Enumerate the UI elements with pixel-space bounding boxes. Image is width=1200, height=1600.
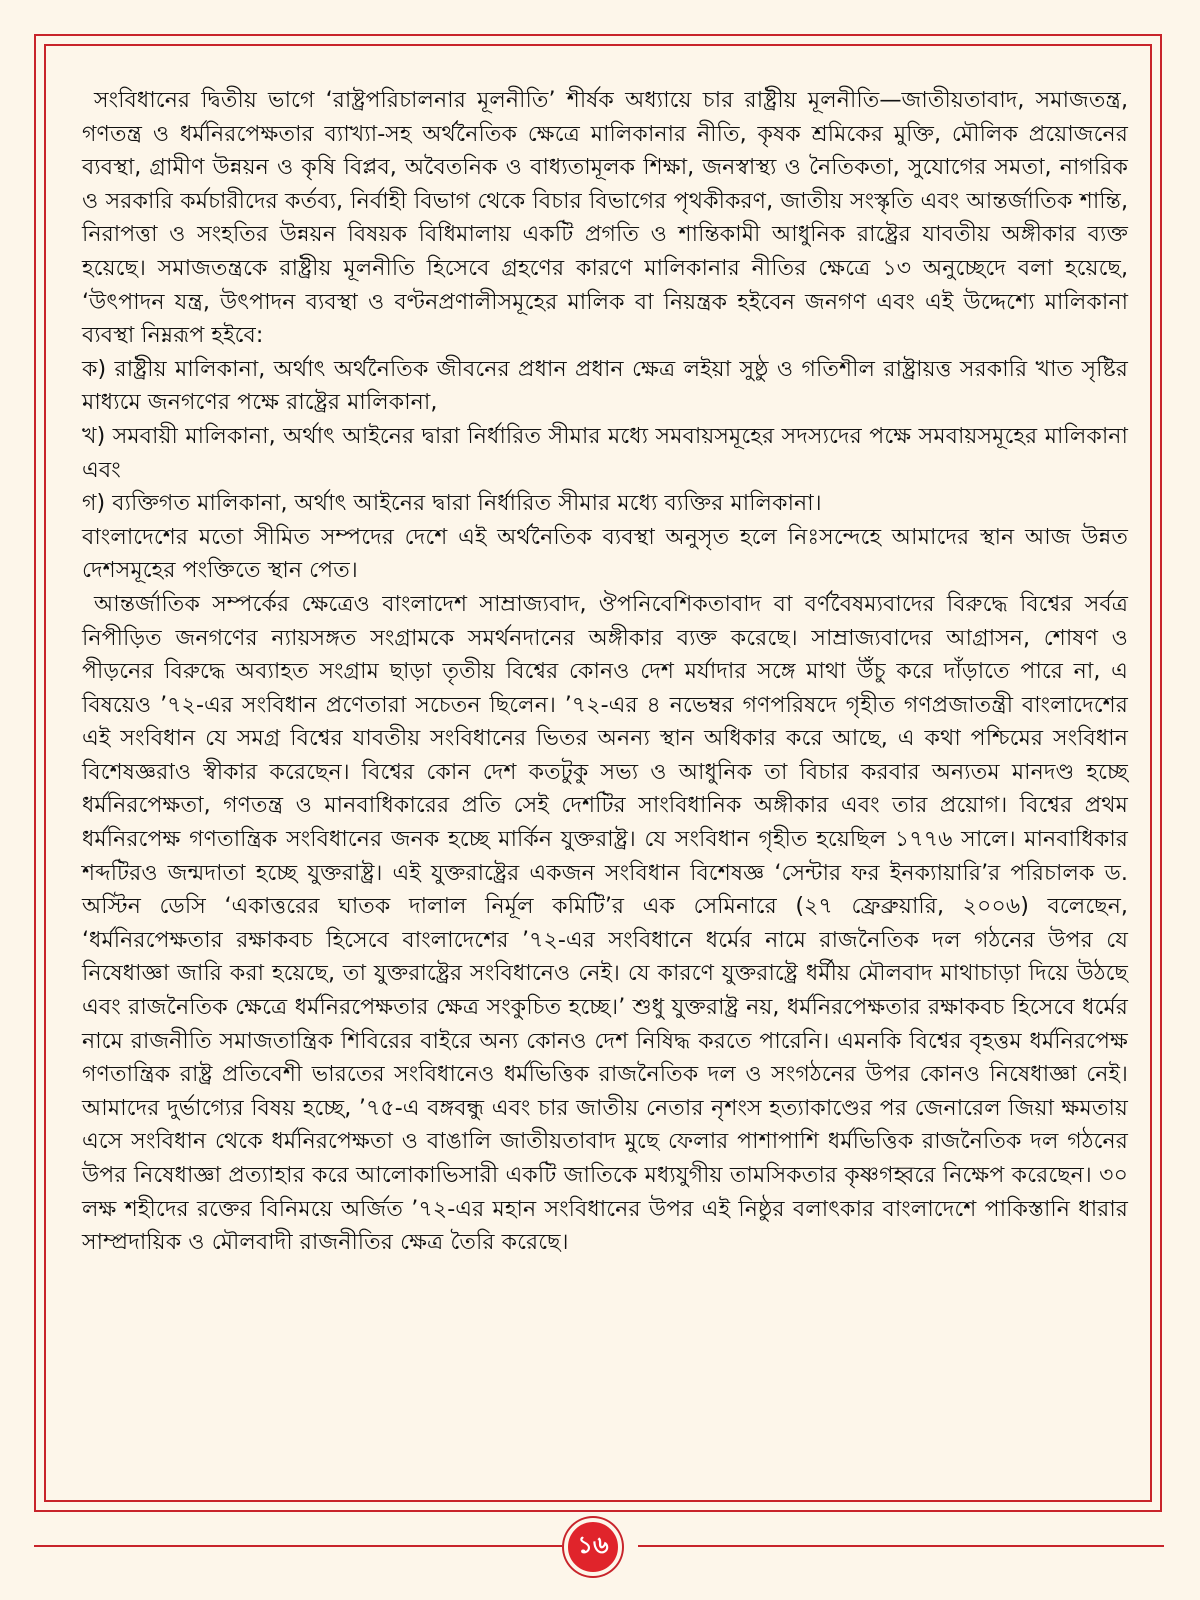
footer-rule-right bbox=[638, 1545, 1164, 1547]
paragraph: আন্তর্জাতিক সম্পর্কের ক্ষেত্রেও বাংলাদেশ সাম্রাজ্যবাদ, ঔপনিবেশিকতাবাদ বা বর্ণবৈষম্যবাদের বিরুদ্ধে বিশ্বের সর্বত্র নিপীড়িত জনগণের ন্যায়সঙ্গত সংগ্রামকে সমর্থনদানের অঙ্গীকার ব্যক্ত করেছে। সাম্রাজ্যবাদের আগ্রাসন, শোষণ ও পীড়নের বিরুদ্ধে অব্যাহত সংগ্রাম ছাড়া তৃতীয় বিশ্বের কোনও দেশ মর্যাদার সঙ্গে মাথা উঁচু করে দাঁড়াতে পারে না, এ বিষয়েও ’৭২-এর সংবিধান প্রণেতারা সচেতন ছিলেন। ’৭২-এর ৪ নভেম্বর গণপরিষদে গৃহীত গণপ্রজাতন্ত্রী বাংলাদেশের এই সংবিধান যে সমগ্র বিশ্বের যাবতীয় সংবিধানের ভিতর অনন্য স্থান অধিকার করে আছে, এ কথা পশ্চিমের সংবিধান বিশেষজ্ঞরাও স্বীকার করেছেন। বিশ্বের কোন দেশ কতটুকু সভ্য ও আধুনিক তা বিচার করবার অন্যতম মানদণ্ড হচ্ছে ধর্মনিরপেক্ষতা, গণতন্ত্র ও মানবাধিকারের প্রতি সেই দেশটির সাংবিধানিক অঙ্গীকার এবং তার প্রয়োগ। বিশ্বের প্রথম ধর্মনিরপেক্ষ গণতান্ত্রিক সংবিধানের জনক হচ্ছে মার্কিন যুক্তরাষ্ট্র। যে সংবিধান গৃহীত হয়েছিল ১৭৭৬ সালে। মানবাধিকার শব্দটিরও জন্মদাতা হচ্ছে যুক্তরাষ্ট্র। এই যুক্তরাষ্ট্রের একজন সংবিধান বিশেষজ্ঞ ‘সেন্টার ফর ইনক্যায়ারি’র পরিচালক ড. অস্টিন ডেসি ‘একাত্তরের ঘাতক দালাল নির্মূল কমিটি’র এক সেমিনারে (২৭ ফ্রেব্রুয়ারি, ২০০৬) বলেছেন, ‘ধর্মনিরপেক্ষতার রক্ষাকবচ হিসেবে বাংলাদেশের ’৭২-এর সংবিধানে ধর্মের নামে রাজনৈতিক দল গঠনের উপর যে নিষেধাজ্ঞা জারি করা হয়েছে, তা যুক্তরাষ্ট্রের সংবিধানেও নেই। যে কারণে যুক্তরাষ্ট্রে ধর্মীয় মৌলবাদ মাথাচাড়া দিয়ে উঠছে এবং রাজনৈতিক ক্ষেত্রে ধর্মনিরপেক্ষতার ক্ষেত্র সংকুচিত হচ্ছে।’ শুধু যুক্তরাষ্ট্র নয়, ধর্মনিরপেক্ষতার রক্ষাকবচ হিসেবে ধর্মের নামে রাজনীতি সমাজতান্ত্রিক শিবিরের বাইরে অন্য কোনও দেশ নিষিদ্ধ করতে পারেনি। এমনকি বিশ্বের বৃহত্তম ধর্মনিরপেক্ষ গণতান্ত্রিক রাষ্ট্র প্রতিবেশী ভারতের সংবিধানেও ধর্মভিত্তিক রাজনৈতিক দল ও সংগঠনের উপর কোনও নিষেধাজ্ঞা নেই। আমাদের দুর্ভাগ্যের বিষয় হচ্ছে, ’৭৫-এ বঙ্গবন্ধু এবং চার জাতীয় নেতার নৃশংস হত্যাকাণ্ডের পর জেনারেল জিয়া ক্ষমতায় এসে সংবিধান থেকে ধর্মনিরপেক্ষতা ও বাঙালি জাতীয়তাবাদ মুছে ফেলার পাশাপাশি ধর্মভিত্তিক রাজনৈতিক দল গঠনের উপর নিষেধাজ্ঞা প্রত্যাহার করে আলোকাভিসারী একটি জাতিকে মধ্যযুগীয় তামসিকতার কৃষ্ণগহ্বরে নিক্ষেপ করেছেন। ৩০ লক্ষ শহীদের রক্তের বিনিময়ে অর্জিত ’৭২-এর মহান সংবিধানের উপর এই নিষ্ঠুর বলাৎকার বাংলাদেশে পাকিস্তানি ধারার সাম্প্রদায়িক ও মৌলবাদী রাজনীতির ক্ষেত্র তৈরি করেছে। bbox=[82, 590, 1128, 1256]
paragraph: বাংলাদেশের মতো সীমিত সম্পদের দেশে এই অর্থনৈতিক ব্যবস্থা অনুসৃত হলে নিঃসন্দেহে আমাদের স্থান আজ উন্নত দেশসমূহের পংক্তিতে স্থান পেত। bbox=[82, 523, 1128, 584]
list-item: ক) রাষ্ট্রীয় মালিকানা, অর্থাৎ অর্থনৈতিক জীবনের প্রধান প্রধান ক্ষেত্র লইয়া সুষ্ঠু ও গতিশীল রাষ্ট্রায়ত্ত সরকারি খাত সৃষ্টির মাধ্যমে জনগণের পক্ষে রাষ্ট্রের মালিকানা, bbox=[82, 355, 1128, 416]
list-item: গ) ব্যক্তিগত মালিকানা, অর্থাৎ আইনের দ্বারা নির্ধারিত সীমার মধ্যে ব্যক্তির মালিকানা। bbox=[82, 490, 822, 517]
paragraph: সংবিধানের দ্বিতীয় ভাগে ‘রাষ্ট্রপরিচালনার মূলনীতি’ শীর্ষক অধ্যায়ে চার রাষ্ট্রীয় মূলনীতি—জাতীয়তাবাদ, সমাজতন্ত্র, গণতন্ত্র ও ধর্মনিরপেক্ষতার ব্যাখ্যা-সহ অর্থনৈতিক ক্ষেত্রে মালিকানার নীতি, কৃষক শ্রমিকের মুক্তি, মৌলিক প্রয়োজনের ব্যবস্থা, গ্রামীণ উন্নয়ন ও কৃষি বিপ্লব, অবৈতনিক ও বাধ্যতামূলক শিক্ষা, জনস্বাস্থ্য ও নৈতিকতা, সুযোগের সমতা, নাগরিক ও সরকারি কর্মচারীদের কর্তব্য, নির্বাহী বিভাগ থেকে বিচার বিভাগের পৃথকীকরণ, জাতীয় সংস্কৃতি এবং আন্তর্জাতিক শান্তি, নিরাপত্তা ও সংহতির উন্নয়ন বিষয়ক বিধিমালায় একটি প্রগতি ও শান্তিকামী আধুনিক রাষ্ট্রের যাবতীয় অঙ্গীকার ব্যক্ত হয়েছে। সমাজতন্ত্রকে রাষ্ট্রীয় মূলনীতি হিসেবে গ্রহণের কারণে মালিকানার নীতির ক্ষেত্রে ১৩ অনুচ্ছেদে বলা হয়েছে, ‘উৎপাদন যন্ত্র, উৎপাদন ব্যবস্থা ও বণ্টনপ্রণালীসমূহের মালিক বা নিয়ন্ত্রক হইবেন জনগণ এবং এই উদ্দেশ্যে মালিকানা ব্যবস্থা নিম্নরূপ হইবে: bbox=[82, 87, 1128, 349]
list-item: খ) সমবায়ী মালিকানা, অর্থাৎ আইনের দ্বারা নির্ধারিত সীমার মধ্যে সমবায়সমূহের সদস্যদের পক্ষে সমবায়সমূহের মালিকানা এবং bbox=[82, 422, 1128, 483]
page-number: ১৬ bbox=[564, 1518, 622, 1576]
footer-rule-left bbox=[34, 1545, 562, 1547]
body-text bbox=[82, 84, 1128, 1494]
